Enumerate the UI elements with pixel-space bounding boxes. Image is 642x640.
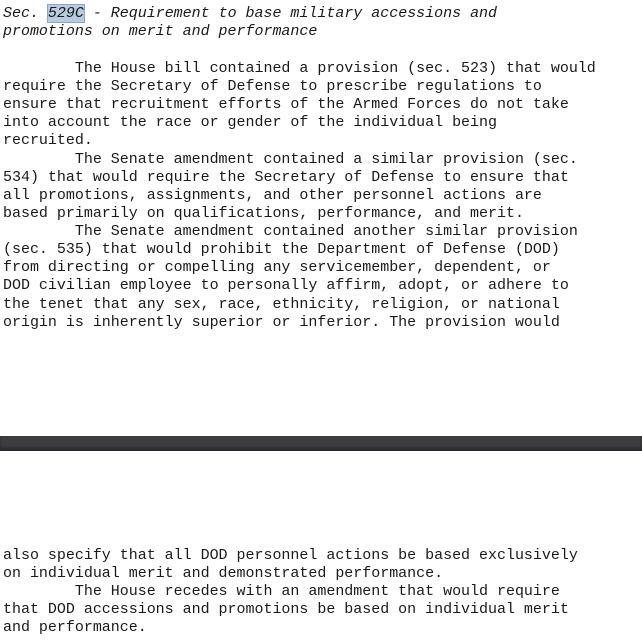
- body-line: based primarily on qualifications, performance, and merit.: [3, 205, 524, 222]
- body-line: also specify that all DOD personnel actions be based exclusively: [3, 547, 578, 564]
- body-line: from directing or compelling any servicemember, dependent, or: [3, 259, 551, 276]
- body-line: all promotions, assignments, and other personnel actions are: [3, 187, 542, 204]
- body-line: and performance.: [3, 619, 147, 636]
- body-line: The House recedes with an amendment that would require: [3, 583, 560, 600]
- body-line: (sec. 535) that would prohibit the Department of Defense (DOD): [3, 241, 560, 258]
- body-line: The Senate amendment contained another similar provision: [3, 223, 578, 240]
- body-line: The Senate amendment contained a similar provision (sec.: [3, 151, 578, 168]
- page-break-divider: [0, 436, 642, 451]
- document-page-bottom: [0, 451, 642, 640]
- body-line: the tenet that any sex, race, ethnicity, religion, or national: [3, 296, 560, 313]
- body-line: The House bill contained a provision (sec. 523) that would: [3, 60, 596, 77]
- section-id-highlight[interactable]: 529C: [47, 5, 84, 22]
- body-line: on individual merit and demonstrated performance.: [3, 565, 444, 582]
- section-title-line-2: promotions on merit and performance: [3, 23, 318, 40]
- body-line: DOD civilian employee to personally affirm, adopt, or adhere to: [3, 277, 569, 294]
- body-line: ensure that recruitment efforts of the Armed Forces do not take: [3, 96, 569, 113]
- body-line: that DOD accessions and promotions be based on individual merit: [3, 601, 569, 618]
- body-line: require the Secretary of Defense to prescribe regulations to: [3, 78, 542, 95]
- section-prefix: Sec.: [3, 5, 48, 22]
- section-title-line-1: [3, 5, 497, 23]
- body-line: recruited.: [3, 132, 93, 149]
- body-line: origin is inherently superior or inferior. The provision would: [3, 314, 560, 331]
- body-line: into account the race or gender of the individual being: [3, 114, 497, 131]
- body-line: 534) that would require the Secretary of Defense to ensure that: [3, 169, 569, 186]
- section-title-text: - Requirement to base military accessions and: [83, 5, 498, 22]
